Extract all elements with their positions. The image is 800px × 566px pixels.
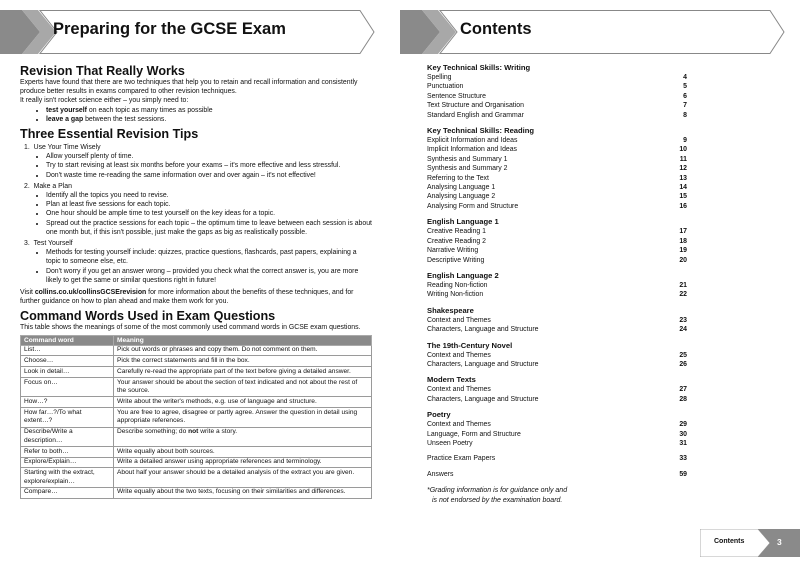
revision-bullet: • leave a gap between the test sessions.: [46, 115, 373, 124]
toc-section-heading: The 19th-Century Novel: [427, 340, 513, 350]
tip-item: • Methods for testing yourself include: quizzes, practice questions, flashcards, past papers, explaining a topic to someone else, etc.: [46, 248, 373, 266]
toc-entry-page: 12: [679, 165, 687, 173]
toc-entry-page: 17: [679, 228, 687, 236]
command-word-cell: Explore/Explain…: [21, 457, 114, 468]
toc-entry-page: 6: [683, 92, 687, 100]
toc-entry[interactable]: [427, 281, 687, 290]
toc-entry[interactable]: [427, 395, 687, 404]
left-content: [20, 64, 373, 499]
toc-entry[interactable]: [427, 92, 687, 101]
meaning-cell: Write equally about the two texts, focusing on their similarities and differences.: [114, 487, 372, 498]
right-header-banner: [400, 10, 785, 54]
toc-entry[interactable]: [427, 360, 687, 369]
toc-section-heading: English Language 1: [427, 217, 499, 227]
left-header-banner: [0, 10, 375, 54]
toc-entry-page: 16: [679, 202, 687, 210]
table-row: [21, 468, 372, 487]
toc-entry[interactable]: [427, 316, 687, 325]
toc-entry-label: Descriptive Writing: [427, 256, 485, 264]
command-heading: Command Words Used in Exam Questions: [20, 309, 276, 324]
toc-section-heading: Poetry: [427, 410, 451, 420]
tip-3: 3. Test Yourself • Methods for testing yourself include: quizzes, practice questions, flashcards, past papers, explaining a topic to someone else, etc. • Don't worry if you get an answer wrong – provided you check what the correct answer is, you are more likely to get the same or similar questions right in future!: [20, 239, 373, 285]
toc-entry-page: 29: [679, 421, 687, 429]
toc-section-heading: Key Technical Skills: Writing: [427, 63, 531, 72]
toc-entry-label: Characters, Language and Structure: [427, 395, 539, 403]
table-row: [21, 397, 372, 408]
meaning-cell: Write equally about both sources.: [114, 446, 372, 457]
toc-extras: [427, 454, 687, 479]
contents-title: Contents: [460, 20, 532, 38]
toc-entry-page: 15: [679, 193, 687, 201]
toc-entry-label: Synthesis and Summary 2: [427, 165, 508, 173]
toc-section: [427, 217, 687, 265]
toc-entry[interactable]: [427, 202, 687, 211]
tip-item: • Don't worry if you get an answer wrong – provided you check what the correct answer is, you are more likely to get the same or similar questions right in future!: [46, 267, 373, 285]
tip-item: • Allow yourself plenty of time.: [46, 152, 373, 161]
toc-section: [427, 63, 687, 120]
toc-entry-label: Context and Themes: [427, 421, 491, 429]
toc-entry-page: 23: [679, 316, 687, 324]
table-row: [21, 367, 372, 378]
toc-entry-page: 8: [683, 111, 687, 119]
revision-bullets: [20, 106, 373, 124]
toc-entry[interactable]: [427, 136, 687, 145]
toc-entry-label: Language, Form and Structure: [427, 430, 521, 438]
command-word-cell: Compare…: [21, 487, 114, 498]
toc-entry[interactable]: [427, 111, 687, 120]
visit-paragraph: Visit collins.co.uk/collinsGCSErevision for more information about the benefits of these techniques, and for further guidance on how to plan ahead and make them work for you.: [20, 289, 354, 306]
toc-entry-label: Analysing Form and Structure: [427, 202, 519, 210]
toc-entry[interactable]: [427, 164, 687, 173]
table-row: [21, 487, 372, 498]
right-header-shape: [400, 10, 785, 54]
toc-entry-label: Implicit Information and Ideas: [427, 146, 518, 154]
toc-entry-label: Answers: [427, 470, 454, 478]
toc-entry-page: 59: [679, 470, 687, 478]
toc-entry-label: Explicit Information and Ideas: [427, 137, 518, 145]
toc-entry-label: Practice Exam Papers: [427, 455, 496, 463]
toc-entry-label: Creative Reading 1: [427, 228, 486, 236]
toc-entry-page: 18: [679, 237, 687, 245]
footer-label: Contents: [714, 538, 745, 545]
command-word-cell: Refer to both…: [21, 446, 114, 457]
toc-entry-page: 14: [679, 184, 687, 192]
tip-1: 1. Use Your Time Wisely • Allow yourself plenty of time. • Try to start revising at least six months before your exams – it's more effective and less stressful. • Don't waste time re-reading the same information over and over again – it's not effective!: [20, 143, 373, 180]
toc-entry[interactable]: [427, 246, 687, 255]
toc-entry-page: 22: [679, 291, 687, 299]
revision-heading: Revision That Really Works: [20, 64, 185, 78]
toc-entry-page: 25: [679, 351, 687, 359]
toc-section: [427, 306, 687, 335]
command-intro: This table shows the meanings of some of the most commonly used command words in GCSE exam questions.: [20, 324, 361, 332]
tip-item: • Don't waste time re-reading the same information over and over again – it's not effective!: [46, 171, 373, 180]
toc-entry-page: 13: [679, 174, 687, 182]
table-of-contents: [427, 63, 687, 505]
tip-item: • Try to start revising at least six months before your exams – it's more effective and less stressful.: [46, 161, 373, 170]
toc-entry-page: 26: [679, 360, 687, 368]
meaning-cell: Write about the writer's methods, e.g. use of language and structure.: [114, 397, 372, 408]
toc-entry[interactable]: [427, 183, 687, 192]
toc-entry[interactable]: [427, 454, 687, 463]
toc-section-heading: Key Technical Skills: Reading: [427, 126, 535, 136]
meaning-cell: You are free to agree, disagree or partly agree. Answer the question in detail using appropriate references.: [114, 408, 372, 427]
command-word-cell: How…?: [21, 397, 114, 408]
revision-paragraph-2: It really isn't rocket science either – you simply need to:: [20, 97, 189, 105]
revision-paragraph-1: Experts have found that there are two techniques that help you to retain and recall information and consistently produce better results in exams compared to other revision techniques.: [20, 79, 358, 96]
toc-entry-label: Referring to the Text: [427, 174, 489, 182]
toc-entry-label: Unseen Poetry: [427, 439, 473, 447]
toc-entry-label: Analysing Language 1: [427, 184, 496, 192]
toc-entry-page: 19: [679, 247, 687, 255]
toc-entry-label: Sentence Structure: [427, 92, 486, 100]
meaning-cell: Describe something; do not write a story.: [114, 427, 372, 446]
toc-entry-page: 9: [683, 137, 687, 145]
meaning-cell: Pick out words or phrases and copy them. Do not comment on them.: [114, 345, 372, 356]
toc-section: [427, 271, 687, 300]
toc-entry[interactable]: [427, 227, 687, 236]
toc-entry-label: Synthesis and Summary 1: [427, 155, 508, 163]
toc-entry[interactable]: [427, 439, 687, 448]
toc-entry-page: 11: [679, 155, 687, 163]
tips-list: [20, 143, 373, 285]
tip-item: • Identify all the topics you need to revise.: [46, 191, 373, 200]
toc-entry-page: 27: [679, 386, 687, 394]
toc-entry-page: 21: [679, 281, 687, 289]
toc-entry-label: Punctuation: [427, 83, 464, 91]
toc-entry[interactable]: [427, 470, 687, 479]
command-word-cell: How far…?/To what extent…?: [21, 408, 114, 427]
toc-entry[interactable]: [427, 237, 687, 246]
toc-entry-page: 20: [679, 256, 687, 264]
toc-entry[interactable]: [427, 101, 687, 110]
toc-entry[interactable]: [427, 325, 687, 334]
tip-2: 2. Make a Plan • Identify all the topics you need to revise. • Plan at least five sessions for each topic. • One hour should be ample time to test yourself on the key ideas for a topic. • Spread out the practice sessions for each topic – the optimum time to leave between each session is about one month but, if this isn't possible, just make the gaps as big as realistically possible.: [20, 182, 373, 237]
toc-entry[interactable]: [427, 256, 687, 265]
toc-entry[interactable]: [427, 155, 687, 164]
toc-entry[interactable]: [427, 73, 687, 82]
revision-bullet: • test yourself on each topic as many times as possible: [46, 106, 373, 115]
toc-entry[interactable]: [427, 290, 687, 299]
tips-heading: Three Essential Revision Tips: [20, 127, 199, 142]
command-word-cell: Choose…: [21, 356, 114, 367]
column-header: Command word: [21, 335, 114, 345]
toc-entry[interactable]: [427, 145, 687, 154]
toc-entry-label: Spelling: [427, 74, 452, 81]
toc-section-heading: English Language 2: [427, 270, 499, 280]
command-word-cell: Look in detail…: [21, 367, 114, 378]
toc-entry[interactable]: [427, 351, 687, 360]
toc-entry-label: Characters, Language and Structure: [427, 360, 539, 368]
grading-note: *Grading information is for guidance only and is not endorsed by the examination board.: [427, 487, 568, 504]
command-word-cell: Describe/Write a description…: [21, 427, 114, 446]
toc-entry-label: Context and Themes: [427, 386, 491, 394]
toc-entry-page: 7: [683, 102, 687, 110]
toc-section-heading: Shakespeare: [427, 305, 474, 315]
toc-entry-label: Creative Reading 2: [427, 237, 486, 245]
command-table: [20, 335, 372, 499]
toc-entry-label: Characters, Language and Structure: [427, 326, 539, 334]
toc-entry-page: 28: [679, 395, 687, 403]
right-page: [400, 0, 800, 566]
toc-entry-label: Standard English and Grammar: [427, 111, 524, 119]
toc-entry-page: 33: [679, 455, 687, 463]
meaning-cell: Write a detailed answer using appropriate references and terminology.: [114, 457, 372, 468]
table-row: [21, 427, 372, 446]
toc-entry[interactable]: [427, 385, 687, 394]
toc-entry-label: Reading Non-fiction: [427, 281, 488, 289]
tip-item: • Plan at least five sessions for each topic.: [46, 200, 373, 209]
toc-entry[interactable]: [427, 192, 687, 201]
toc-entry-page: 5: [683, 83, 687, 91]
table-row: [21, 408, 372, 427]
tip-item: • One hour should be ample time to test yourself on the key ideas for a topic.: [46, 209, 373, 218]
page-title: Preparing for the GCSE Exam: [53, 20, 286, 38]
toc-entry-page: 24: [679, 326, 687, 334]
toc-entry[interactable]: [427, 430, 687, 439]
toc-entry-label: Narrative Writing: [427, 247, 479, 255]
toc-entry-page: 31: [679, 439, 687, 447]
table-row: [21, 457, 372, 468]
page-number: 3: [777, 537, 782, 547]
table-row: [21, 446, 372, 457]
toc-entry-page: 30: [679, 430, 687, 438]
command-word-cell: Focus on…: [21, 378, 114, 397]
table-row: [21, 356, 372, 367]
toc-section: [427, 375, 687, 404]
toc-section-heading: Modern Texts: [427, 375, 476, 385]
toc-section: [427, 410, 687, 448]
meaning-cell: About half your answer should be a detailed analysis of the extract you are given.: [114, 468, 372, 487]
toc-entry-label: Analysing Language 2: [427, 193, 496, 201]
table-row: [21, 378, 372, 397]
toc-entry-page: 10: [679, 146, 687, 154]
meaning-cell: Carefully re-read the appropriate part of the text before giving a detailed answer.: [114, 367, 372, 378]
command-word-cell: Starting with the extract, explore/explain…: [21, 468, 114, 487]
page-footer: [700, 529, 800, 557]
toc-entry[interactable]: [427, 174, 687, 183]
toc-entry-label: Context and Themes: [427, 316, 491, 324]
meaning-cell: Pick the correct statements and fill in the box.: [114, 356, 372, 367]
meaning-cell: Your answer should be about the section of text indicated and not about the rest of the source.: [114, 378, 372, 397]
column-header: Meaning: [114, 335, 372, 345]
toc-section: [427, 341, 687, 370]
toc-entry-label: Context and Themes: [427, 351, 491, 359]
command-word-cell: List…: [21, 345, 114, 356]
toc-entry-page: 4: [683, 74, 687, 81]
toc-section: [427, 126, 687, 211]
toc-entry[interactable]: [427, 82, 687, 91]
tip-item: • Spread out the practice sessions for each topic – the optimum time to leave between each session is about one month but, if this isn't possible, just make the gaps as big as realistically possible.: [46, 219, 373, 237]
table-row: [21, 345, 372, 356]
toc-entry-label: Writing Non-fiction: [427, 291, 484, 299]
toc-entry-label: Text Structure and Organisation: [427, 102, 524, 110]
toc-entry[interactable]: [427, 420, 687, 429]
revision-link[interactable]: collins.co.uk/collinsGCSErevision: [34, 289, 147, 297]
